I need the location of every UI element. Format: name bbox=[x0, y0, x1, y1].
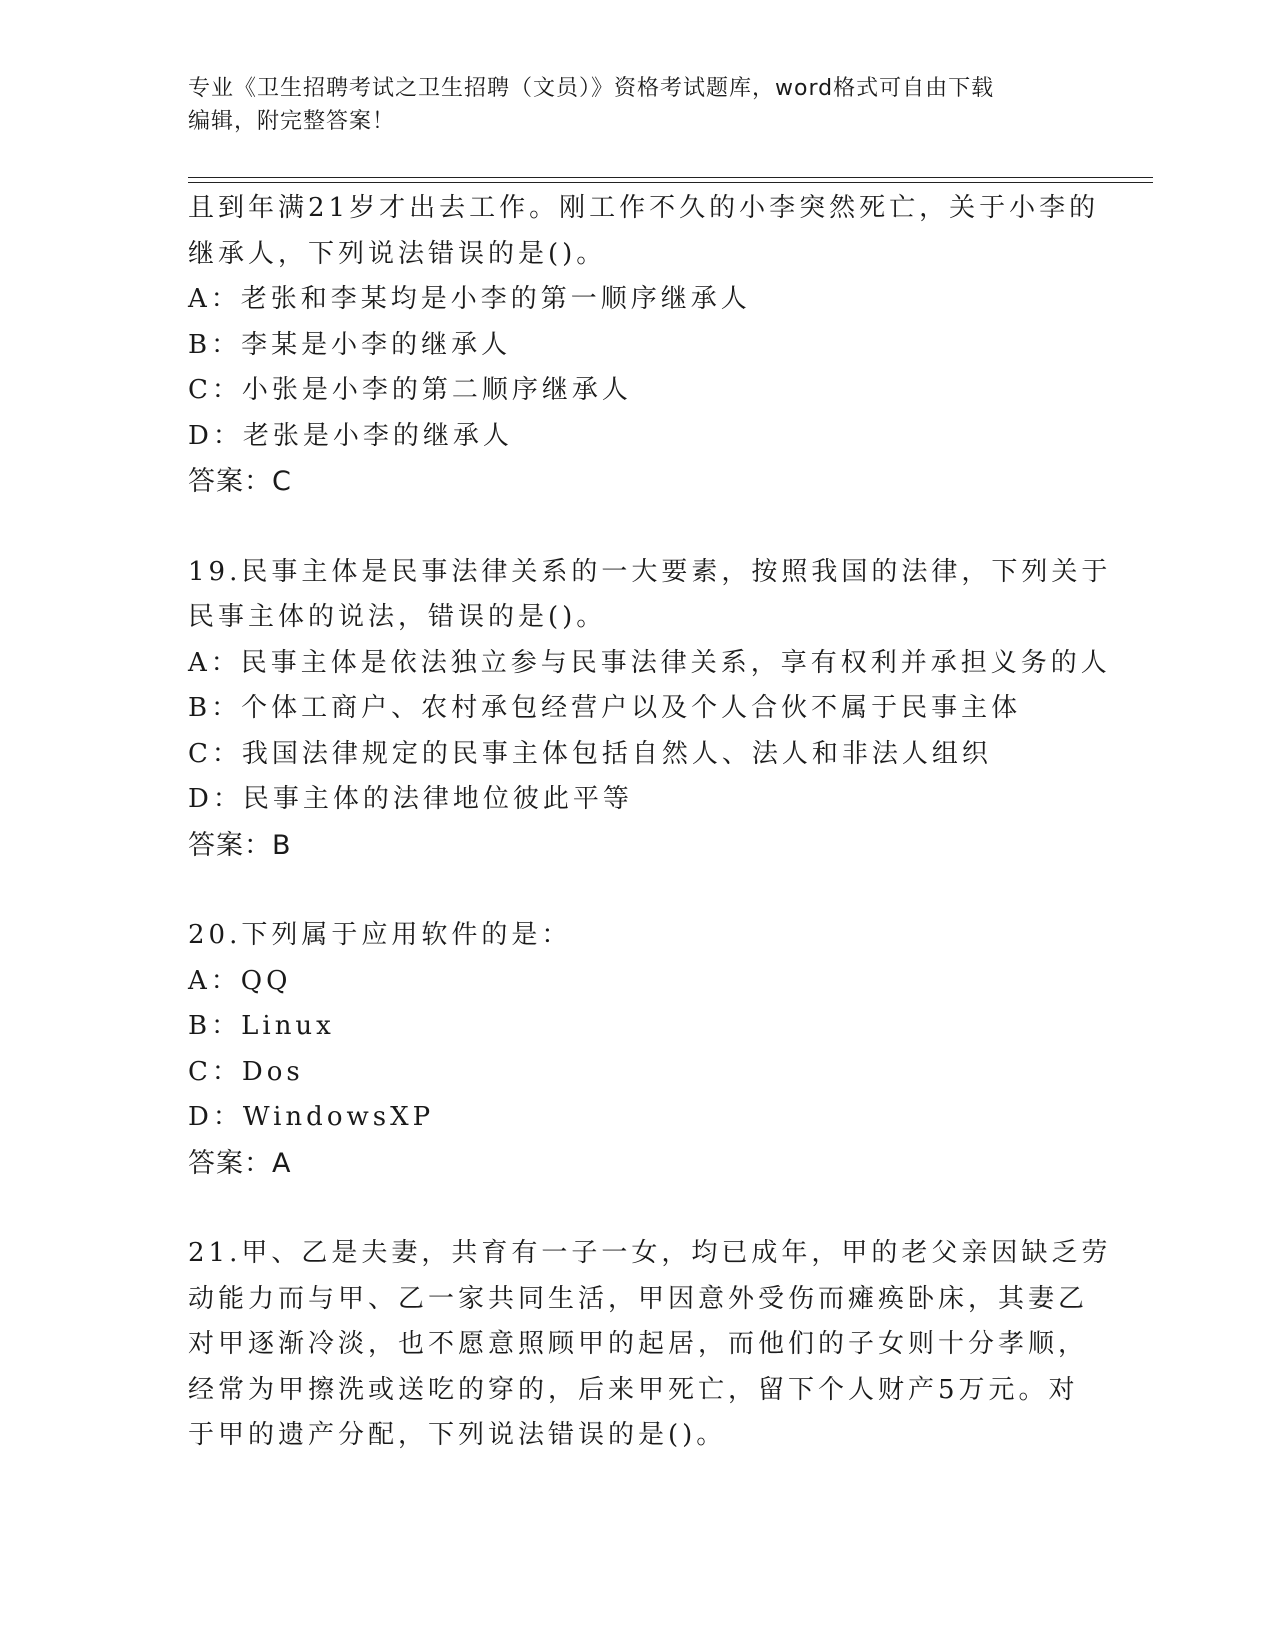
option-d: D：老张是小李的继承人 bbox=[188, 420, 513, 451]
option-b: B：个体工商户、农村承包经营户以及个人合伙不属于民事主体 bbox=[188, 693, 1022, 723]
header-title-line-2: 编辑，附完整答案！ bbox=[188, 109, 396, 134]
option-c: C：小张是小李的第二顺序继承人 bbox=[188, 375, 632, 405]
spacer bbox=[188, 505, 1088, 550]
spacer bbox=[188, 868, 1088, 913]
question-stem-line: 对甲逐渐冷淡，也不愿意照顾甲的起居，而他们的子女则十分孝顺， bbox=[188, 1329, 1089, 1359]
question-list bbox=[188, 186, 1112, 1459]
question-20 bbox=[188, 913, 1088, 1186]
question-stem-line: 民事主体的说法，错误的是()。 bbox=[188, 602, 607, 632]
question-18 bbox=[188, 186, 1100, 505]
option-b: B：Linux bbox=[188, 1011, 335, 1041]
answer-line: 答案：C bbox=[188, 466, 292, 497]
question-21 bbox=[188, 1231, 1112, 1459]
option-c: C：Dos bbox=[188, 1056, 304, 1087]
question-stem-line: 于甲的遗产分配，下列说法错误的是()。 bbox=[188, 1420, 727, 1450]
option-a: A：QQ bbox=[188, 965, 292, 996]
spacer bbox=[188, 1186, 1088, 1231]
question-19 bbox=[188, 550, 1112, 869]
question-stem-line: 动能力而与甲、乙一家共同生活，甲因意外受伤而瘫痪卧床，其妻乙 bbox=[188, 1283, 1089, 1314]
question-stem-line: 且到年满21岁才出去工作。刚工作不久的小李突然死亡，关于小李的 bbox=[188, 193, 1100, 223]
option-a: A：老张和李某均是小李的第一顺序继承人 bbox=[188, 284, 751, 314]
question-stem-line: 继承人，下列说法错误的是()。 bbox=[188, 238, 607, 269]
question-stem-line: 21.甲、乙是夫妻，共育有一子一女，均已成年，甲的老父亲因缺乏劳 bbox=[188, 1238, 1112, 1268]
header-divider-top bbox=[188, 177, 1153, 178]
option-d: D：民事主体的法律地位彼此平等 bbox=[188, 784, 633, 814]
option-d: D：WindowsXP bbox=[188, 1102, 435, 1132]
option-a: A：民事主体是依法独立参与民事法律关系，享有权利并承担义务的人 bbox=[188, 647, 1111, 678]
answer-line: 答案：B bbox=[188, 829, 292, 861]
option-b: B：李某是小李的继承人 bbox=[188, 329, 512, 360]
header-divider-bottom bbox=[188, 182, 1153, 183]
option-c: C：我国法律规定的民事主体包括自然人、法人和非法人组织 bbox=[188, 738, 992, 769]
answer-line: 答案：A bbox=[188, 1147, 292, 1179]
document-header bbox=[188, 72, 1088, 138]
question-stem-line: 经常为甲擦洗或送吃的穿的，后来甲死亡，留下个人财产5万元。对 bbox=[188, 1374, 1079, 1405]
question-stem-line: 19.民事主体是民事法律关系的一大要素，按照我国的法律，下列关于 bbox=[188, 556, 1112, 587]
question-stem-line: 20.下列属于应用软件的是： bbox=[188, 920, 572, 950]
header-title-line-1: 专业《卫生招聘考试之卫生招聘（文员）》资格考试题库，word格式可自由下载 bbox=[188, 76, 995, 101]
